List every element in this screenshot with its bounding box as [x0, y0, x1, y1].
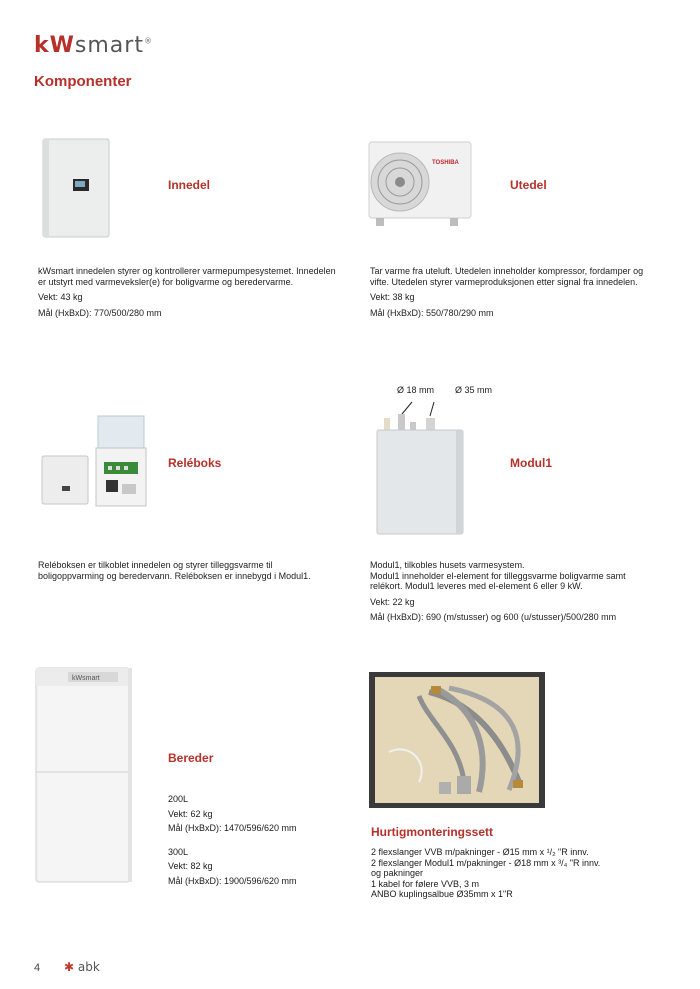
innedel-weight: Vekt: 43 kg — [38, 292, 83, 302]
modul1-text-1: Modul1, tilkobles husets varmesystem. — [370, 560, 525, 570]
hurtigmonteringssett-list — [371, 847, 661, 900]
bereder-300-weight: Vekt: 82 kg — [168, 861, 213, 871]
releboks-description — [38, 560, 328, 586]
abk-logo — [64, 960, 100, 974]
bereder-title: Bereder — [168, 751, 214, 765]
modul1-text-2: Modul1 inneholder el-element for tilleggsvarme boligvarme samt relékort. Modul1 leveres med el-element 6 eller 9 kW. — [370, 570, 626, 591]
releboks-image — [40, 408, 152, 512]
modul1-description — [370, 560, 660, 628]
utedel-weight: Vekt: 38 kg — [370, 292, 415, 302]
bereder-logo-text: kWsmart — [72, 675, 100, 682]
bereder-200-size: 200L — [168, 794, 189, 804]
utedel-description — [370, 266, 650, 323]
page-number: 4 — [34, 962, 41, 974]
releboks-title: Reléboks — [168, 456, 222, 470]
modul1-title: Modul1 — [510, 456, 552, 470]
logo-smart: smart — [74, 33, 144, 58]
innedel-text: kWsmart innedelen styrer og kontrollerer varmepumpesystemet. Innedelen er utstyrt med varmeveksler(e) for boligvarme og beredervarme. — [38, 266, 336, 287]
modul1-label-18mm: Ø 18 mm — [397, 385, 435, 395]
bereder-200-weight: Vekt: 62 kg — [168, 808, 213, 819]
kwsmart-logo — [34, 33, 153, 58]
innedel-title: Innedel — [168, 178, 211, 192]
hurtig-line-5: ANBO kuplingsalbue Ø35mm x 1"R — [371, 889, 513, 899]
bereder-200-dims: Mål (HxBxD): 1470/596/620 mm — [168, 823, 297, 833]
utedel-title: Utedel — [510, 178, 547, 192]
hurtig-line-4: 1 kabel for følere VVB, 3 m — [371, 878, 480, 889]
bereder-300-dims: Mål (HxBxD): 1900/596/620 mm — [168, 875, 297, 886]
utedel-text: Tar varme fra uteluft. Utedelen inneholder kompressor, fordamper og vifte. Utedelen styrer varmeproduksjonen etter signal fra innedelen. — [370, 266, 644, 287]
utedel-image — [364, 138, 474, 232]
abk-logo-text: abk — [77, 960, 100, 974]
modul1-image — [372, 396, 468, 538]
modul1-label-35mm: Ø 35 mm — [455, 385, 493, 395]
toshiba-brand: TOSHIBA — [432, 160, 459, 166]
bereder-specs — [168, 794, 338, 886]
modul1-weight: Vekt: 22 kg — [370, 596, 415, 607]
innedel-description — [38, 266, 338, 323]
bereder-300-size: 300L — [168, 846, 189, 857]
logo-reg: ® — [143, 36, 153, 46]
hurtig-line-2: 2 flexslanger Modul1 m/pakninger - Ø18 mm x ³/₄ "R innv. — [371, 857, 601, 868]
hurtigmonteringssett-image — [369, 672, 545, 808]
abk-star-icon: ✱ — [64, 960, 75, 974]
page-title: Komponenter — [34, 73, 132, 90]
bereder-image — [32, 664, 138, 886]
innedel-image — [38, 135, 114, 241]
hurtig-line-3: og pakninger — [371, 868, 424, 878]
innedel-dims: Mål (HxBxD): 770/500/280 mm — [38, 307, 162, 318]
releboks-text: Reléboksen er tilkoblet innedelen og styrer tilleggsvarme til boligoppvarming og beredervann. Reléboksen er innebygd i Modul1. — [38, 560, 311, 581]
modul1-dims: Mål (HxBxD): 690 (m/stusser) og 600 (u/stusser)/500/280 mm — [370, 612, 617, 622]
utedel-dims: Mål (HxBxD): 550/780/290 mm — [370, 307, 494, 318]
hurtig-line-1: 2 flexslanger VVB m/pakninger - Ø15 mm x ¹/₂ "R innv. — [371, 847, 589, 857]
hurtigmonteringssett-title: Hurtigmonteringssett — [371, 825, 494, 839]
logo-kw: kW — [34, 33, 75, 58]
